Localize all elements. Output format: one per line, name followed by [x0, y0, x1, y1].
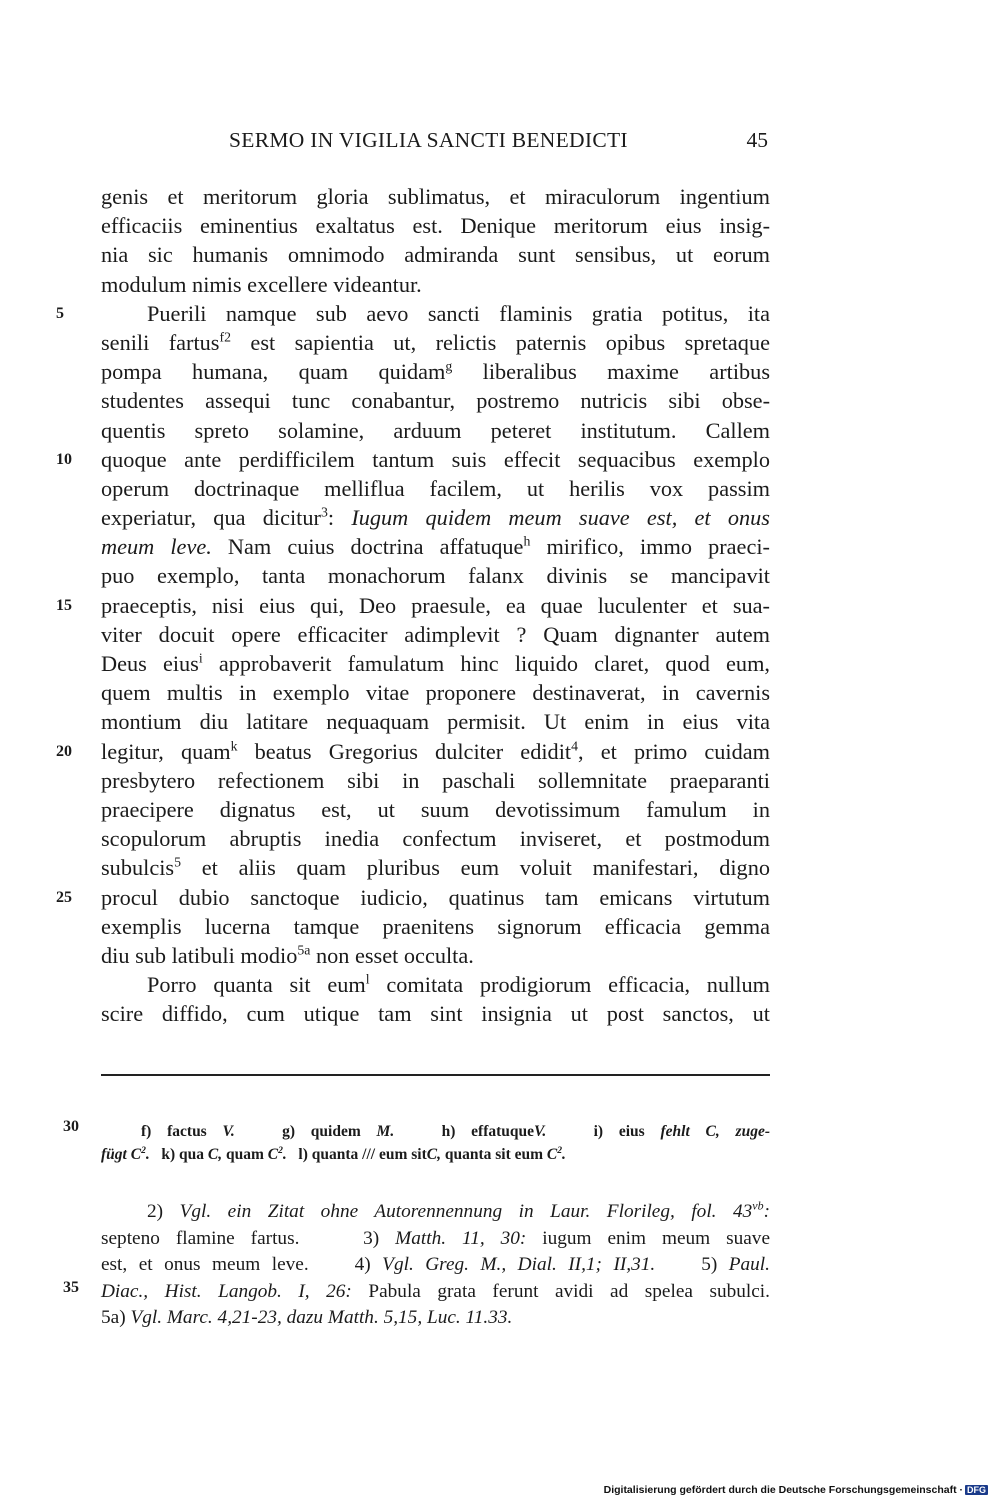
note-line: septeno flamine fartus. 3) Matth. 11, 30: iugum enim meum suave	[101, 1227, 771, 1249]
line-number: 5	[56, 304, 64, 322]
digitization-footer	[604, 1484, 988, 1496]
text-line: presbytero refectionem sibi in paschali sollemnitate praeparanti	[101, 767, 770, 793]
text-line: exemplis lucerna tamque praenitens signorum efficacia gemma	[101, 913, 770, 939]
line-number: 30	[63, 1118, 79, 1135]
text-line: meum leve. Nam cuius doctrina affatuque$^h$ mirifico, immo praeci-	[101, 533, 770, 560]
text-line: subulcis$^5$ et aliis quam pluribus eum voluit manifestari, digno	[101, 854, 770, 881]
line-number: 25	[56, 888, 72, 906]
text-line: experiatur, qua dicitur$^3$: Iugum quidem meum suave est, et onus	[101, 504, 770, 531]
apparatus-line: f) factus V. g) quidem M. h) effatuqueV. i) eius fehlt C, zuge- 30	[101, 1120, 770, 1143]
source-notes	[63, 1198, 771, 1332]
note-line: 2) Vgl. ein Zitat ohne Autorennennung in Laur. Florileg, fol. $43^{vb}$:	[147, 1198, 771, 1222]
text-line: diu sub latibuli modio$^{5a}$ non esset occulta.	[101, 942, 474, 968]
footer-text: Digitalisierung gefördert durch die Deutsche Forschungsgemeinschaft ·	[603, 1484, 963, 1496]
body-text	[56, 182, 770, 1028]
text-line: quentis spreto solamine, arduum peteret institutum. Callem	[101, 417, 770, 443]
text-line: studentes assequi tunc conabantur, postremo nutricis sibi obse-	[101, 388, 770, 414]
text-line: senili fartus$^{f2}$ est sapientia ut, relictis paternis opibus spretaque	[101, 329, 770, 355]
critical-apparatus	[63, 1118, 770, 1166]
text-line: legitur, quam$^k$ beatus Gregorius dulciter edidit$^4$, et primo cuidam 20	[101, 737, 770, 766]
text-line: Puerili namque sub aevo sancti flaminis gratia potitus, ita 5	[101, 299, 770, 328]
text-line: praeceptis, nisi eius qui, Deo praesule, ea quae luculenter et sua- 15	[101, 591, 770, 620]
text-line: efficaciis eminentius exaltatus est. Denique meritorum eius insig-	[101, 213, 770, 239]
running-title: SERMO IN VIGILIA SANCTI BENEDICTI	[229, 128, 628, 152]
text-line: nia sic humanis omnimodo admiranda sunt sensibus, ut eorum	[101, 242, 770, 268]
text-line: praecipere dignatus est, ut suum devotissimum famulum in	[101, 796, 770, 822]
note-line: est, et onus meum leve. 4) Vgl. Greg. M., Dial. II,1; II,31. 5) Paul.	[101, 1254, 770, 1276]
dfg-logo: DFG	[967, 1485, 986, 1495]
footnote-rule	[101, 1074, 770, 1076]
note-line: Diac., Hist. Langob. I, 26: Pabula grata ferunt avidi ad spelea subulci. 35	[101, 1279, 770, 1306]
line-number: 20	[56, 742, 72, 760]
text-line: modulum nimis excellere videantur.	[101, 271, 422, 297]
text-line: montium diu latitare nequaquam permisit. Ut enim in eius vita	[101, 709, 770, 735]
text-line: quoque ante perdifficilem tantum suis effecit sequacibus exemplo 10	[101, 445, 770, 474]
text-line: genis et meritorum gloria sublimatus, et miraculorum ingentium	[101, 184, 770, 209]
text-line: Porro quanta sit eum$^l$ comitata prodigiorum efficacia, nullum	[147, 971, 770, 998]
text-line: viter docuit opere efficaciter adimplevit ? Quam dignanter autem	[101, 621, 770, 647]
text-line: Deus eius$^i$ approbaverit famulatum hinc liquido claret, quod eum,	[101, 650, 770, 676]
text-line: procul dubio sanctoque iudicio, quatinus tam emicans virtutum 25	[101, 883, 770, 912]
text-line: operum doctrinaque melliflua facilem, ut herilis vox passim	[101, 475, 770, 501]
text-line: scopulorum abruptis inedia confectum inviseret, et postmodum	[101, 826, 770, 852]
text-line: pompa humana, quam quidam$^g$ liberalibus maxime artibus	[101, 358, 770, 385]
page-header	[101, 128, 770, 160]
text-line: puo exemplo, tanta monachorum falanx divinis se mancipavit	[101, 563, 770, 589]
apparatus-line: fügt $C^2$. k) qua C, quam $C^2$. l) quanta /// eum sitC, quanta sit eum $C^2$.	[101, 1144, 566, 1163]
line-number: 10	[56, 450, 72, 468]
line-number: 35	[63, 1278, 79, 1296]
text-line: scire diffido, cum utique tam sint insignia ut post sanctos, ut	[101, 1001, 770, 1027]
note-line: 5a) Vgl. Marc. 4,21-23, dazu Matth. 5,15, Luc. 11.33.	[101, 1307, 513, 1329]
text-line: quem multis in exemplo vitae proponere destinaverat, in cavernis	[101, 680, 770, 706]
page-number: 45	[746, 128, 768, 152]
line-number: 15	[56, 596, 72, 614]
